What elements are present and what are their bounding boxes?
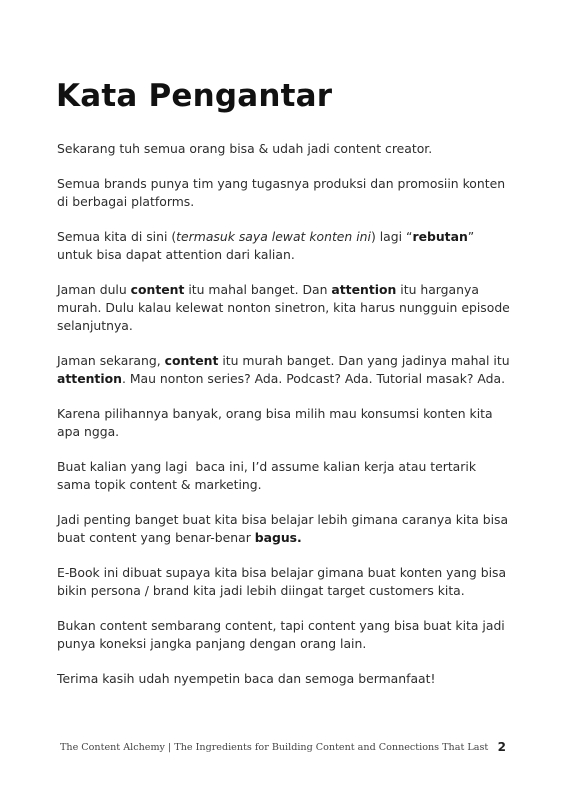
paragraph-9 <box>57 564 512 600</box>
paragraph-11 <box>57 670 512 688</box>
page-title: Kata Pengantar <box>56 78 333 114</box>
paragraph-text: itu harganya murah. Dulu kalau kelewat nonton sinetron, kita harus nungguin episode selanjutnya. <box>57 282 510 333</box>
paragraph-text: Buat kalian yang lagi baca ini, I’d assume kalian kerja atau tertarik sama topik content & marketing. <box>57 459 480 492</box>
paragraph-text: Terima kasih udah nyempetin baca dan semoga bermanfaat! <box>57 671 436 686</box>
paragraph-text: Semua kita di sini ( <box>57 229 177 244</box>
paragraph-text: Sekarang tuh semua orang bisa & udah jadi content creator. <box>57 141 433 156</box>
paragraph-7 <box>57 458 512 494</box>
paragraph-2 <box>57 175 512 211</box>
bold-text: rebutan <box>412 229 468 244</box>
paragraph-text: Bukan content sembarang content, tapi content yang bisa buat kita jadi punya koneksi jangka panjang dengan orang lain. <box>57 618 505 651</box>
footer-text: The Content Alchemy | The Ingredients for Building Content and Connections That Last <box>60 742 489 753</box>
paragraph-text: ” untuk bisa dapat attention dari kalian. <box>57 229 475 262</box>
bold-text: attention <box>331 282 397 297</box>
paragraph-4 <box>57 281 512 335</box>
bold-text: content <box>130 282 185 297</box>
paragraph-text: Jaman dulu <box>57 282 131 297</box>
paragraph-text: Jadi penting banget buat kita bisa belajar lebih gimana caranya kita bisa buat content yang benar-benar <box>57 512 509 545</box>
italic-text: termasuk saya lewat konten ini <box>176 229 371 244</box>
paragraph-text: Semua brands punya tim yang tugasnya produksi dan promosiin konten di berbagai platforms. <box>57 176 506 209</box>
paragraph-3 <box>57 228 512 264</box>
paragraph-6 <box>57 405 512 441</box>
paragraph-10 <box>57 617 512 653</box>
bold-text: attention <box>57 371 122 386</box>
paragraph-text: ) lagi “ <box>370 229 413 244</box>
paragraph-8 <box>57 511 512 547</box>
paragraph-text: Jaman sekarang, <box>57 353 165 368</box>
paragraph-text: itu murah banget. Dan yang jadinya mahal itu <box>218 353 510 368</box>
paragraph-text: . Mau nonton series? Ada. Podcast? Ada. Tutorial masak? Ada. <box>121 371 506 386</box>
paragraph-1 <box>57 140 512 158</box>
bold-text: bagus. <box>254 530 302 545</box>
page-number: 2 <box>497 740 506 754</box>
paragraph-text: itu mahal banget. Dan <box>184 282 332 297</box>
bold-text: content <box>164 353 219 368</box>
paragraph-5 <box>57 352 512 388</box>
paragraph-text: E-Book ini dibuat supaya kita bisa belajar gimana buat konten yang bisa bikin persona / brand kita jadi lebih diingat target customers kita. <box>57 565 507 598</box>
body-text <box>57 140 512 705</box>
paragraph-text: Karena pilihannya banyak, orang bisa milih mau konsumsi konten kita apa ngga. <box>57 406 493 439</box>
